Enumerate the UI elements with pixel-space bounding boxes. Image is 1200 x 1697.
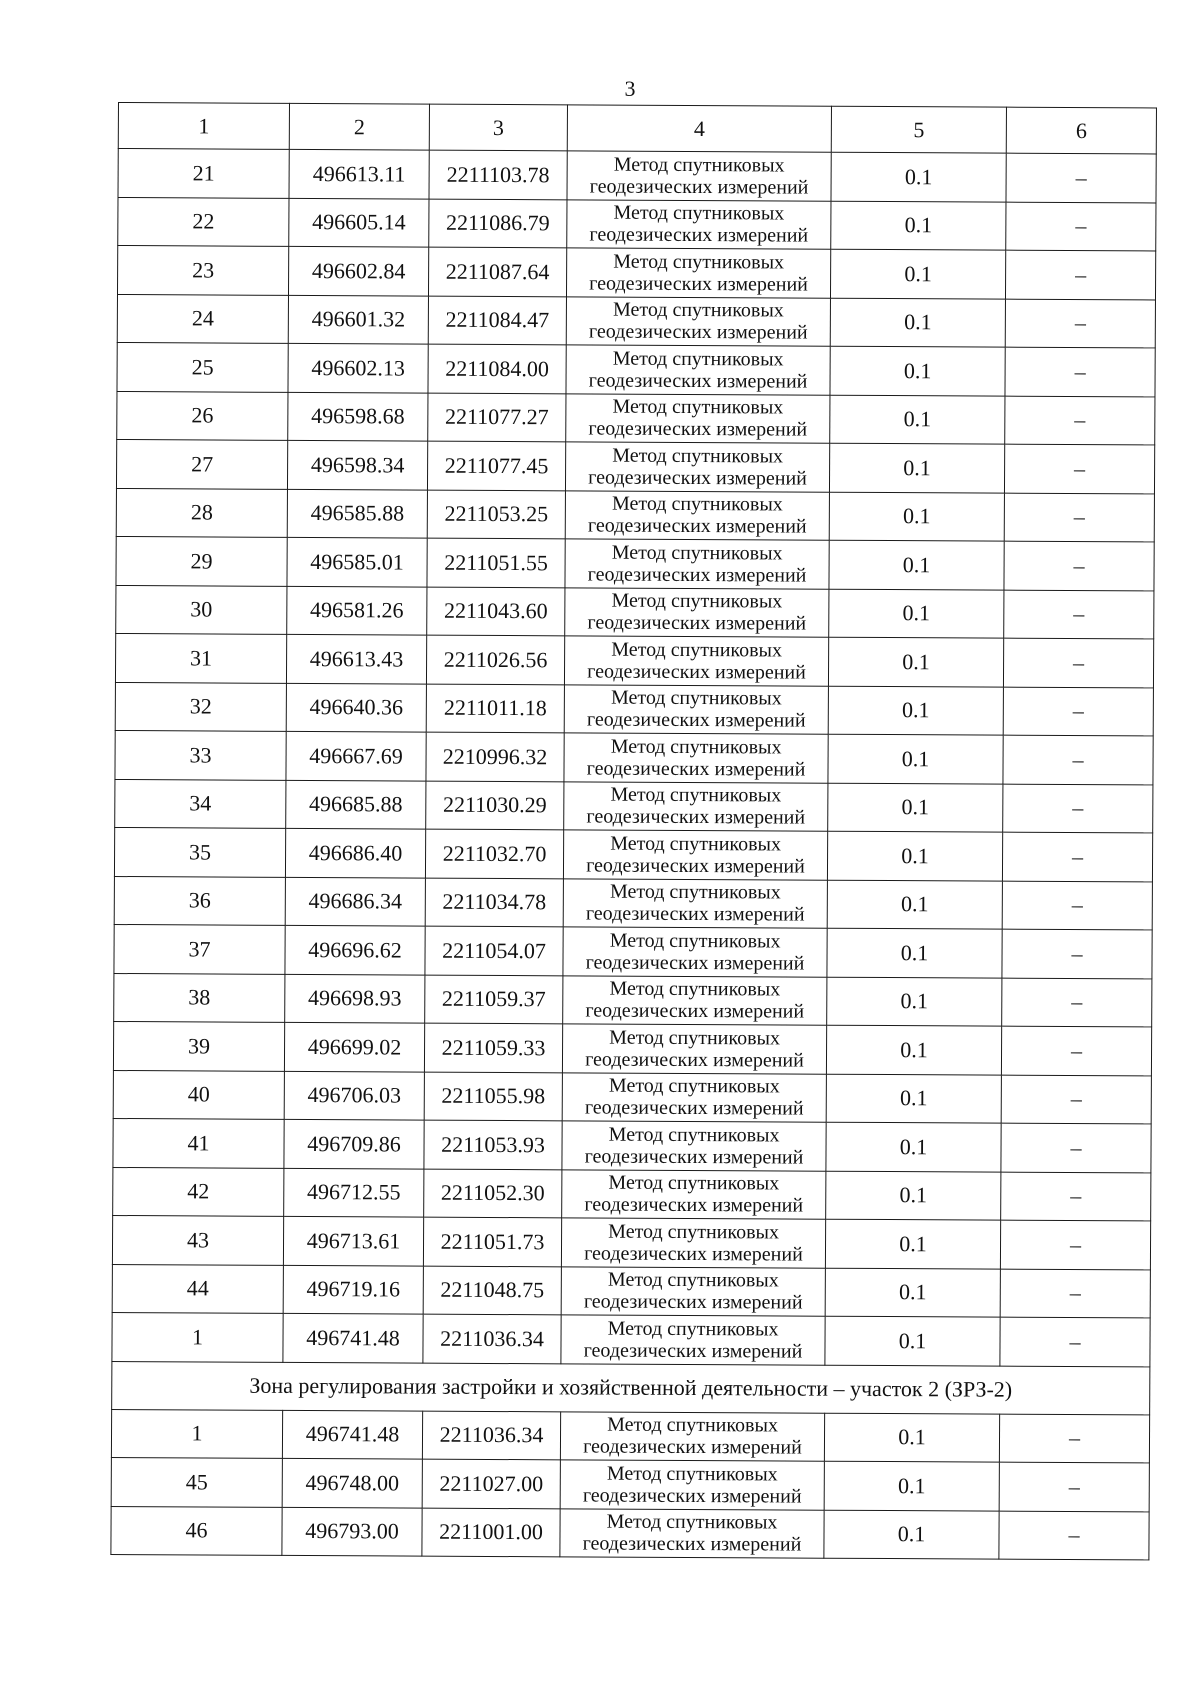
method-line-1: Метод спутниковых: [613, 201, 785, 225]
accuracy-cell: 0.1: [826, 1171, 1001, 1220]
section-title: Зона регулирования застройки и хозяйственной деятельности – участок 2 (ЗРЗ-2): [112, 1361, 1150, 1414]
x-coordinate-cell: 496613.43: [286, 634, 426, 683]
point-number-cell: 23: [117, 246, 288, 295]
table-row: [116, 488, 1154, 542]
x-coordinate-cell: 496709.86: [284, 1119, 424, 1168]
method-line-2: геодезических измерений: [585, 902, 805, 926]
method-line-2: геодезических измерений: [588, 369, 808, 393]
method-cell: [563, 830, 827, 880]
accuracy-cell: 0.1: [824, 1510, 999, 1559]
method-cell: [563, 975, 827, 1025]
point-number-cell: 22: [118, 197, 289, 246]
method-cell: [562, 1024, 826, 1074]
y-coordinate-cell: 2211077.45: [427, 441, 565, 490]
table-row: [112, 1215, 1150, 1269]
method-line-2: геодезических измерений: [588, 417, 808, 441]
y-coordinate-cell: 2210996.32: [426, 732, 564, 781]
note-cell: –: [1001, 1123, 1151, 1172]
x-coordinate-cell: 496741.48: [282, 1410, 422, 1459]
method-line-1: Метод спутниковых: [613, 153, 785, 177]
method-cell: [565, 587, 829, 637]
method-line-1: Метод спутниковых: [612, 444, 784, 468]
method-cell: [563, 927, 827, 977]
point-number-cell: 37: [114, 924, 285, 973]
note-cell: –: [1001, 1026, 1151, 1075]
x-coordinate-cell: 496686.34: [285, 877, 425, 926]
table-row: [111, 1409, 1149, 1463]
table-row: [113, 1021, 1151, 1075]
point-number-cell: 35: [114, 827, 285, 876]
method-line-1: Метод спутниковых: [606, 1462, 778, 1486]
y-coordinate-cell: 2211048.75: [423, 1266, 561, 1315]
note-cell: –: [1002, 978, 1152, 1027]
method-cell: [566, 345, 830, 395]
accuracy-cell: 0.1: [825, 1219, 1000, 1268]
table-row: [115, 730, 1153, 784]
x-coordinate-cell: 496601.32: [288, 295, 428, 344]
point-number-cell: 27: [116, 439, 287, 488]
method-line-1: Метод спутниковых: [607, 1268, 779, 1292]
accuracy-cell: 0.1: [830, 249, 1005, 298]
method-line-1: Метод спутниковых: [609, 880, 781, 904]
method-cell: [564, 684, 828, 734]
x-coordinate-cell: 496598.68: [288, 392, 428, 441]
x-coordinate-cell: 496667.69: [286, 731, 426, 780]
accuracy-cell: 0.1: [828, 783, 1003, 832]
note-cell: –: [1003, 784, 1153, 833]
header-cell-2: 2: [289, 103, 429, 150]
header-cell-3: 3: [429, 104, 567, 151]
x-coordinate-cell: 496598.34: [287, 440, 427, 489]
note-cell: –: [999, 1462, 1149, 1511]
note-cell: –: [1003, 735, 1153, 784]
y-coordinate-cell: 2211054.07: [425, 926, 563, 975]
method-cell: [560, 1411, 824, 1461]
method-cell: [564, 733, 828, 783]
x-coordinate-cell: 496585.88: [287, 489, 427, 538]
note-cell: –: [999, 1511, 1149, 1560]
coordinates-table-body: [111, 103, 1157, 1560]
point-number-cell: 42: [113, 1167, 284, 1216]
accuracy-cell: 0.1: [827, 928, 1002, 977]
table-row: [115, 633, 1153, 687]
note-cell: –: [1002, 881, 1152, 930]
y-coordinate-cell: 2211027.00: [422, 1459, 560, 1508]
table-row: [115, 682, 1153, 736]
y-coordinate-cell: 2211051.73: [423, 1217, 561, 1266]
table-row: [116, 536, 1154, 590]
table-row: [112, 1312, 1150, 1366]
accuracy-cell: 0.1: [828, 734, 1003, 783]
method-line-2: геодезических измерений: [587, 514, 807, 538]
method-cell: [561, 1315, 825, 1365]
y-coordinate-cell: 2211084.00: [428, 344, 566, 393]
y-coordinate-cell: 2211053.93: [424, 1120, 562, 1169]
note-cell: –: [1000, 1317, 1150, 1366]
method-line-1: Метод спутниковых: [609, 977, 781, 1001]
x-coordinate-cell: 496585.01: [287, 537, 427, 586]
method-line-2: геодезических измерений: [585, 951, 805, 975]
accuracy-cell: 0.1: [828, 637, 1003, 686]
header-cell-1: 1: [118, 103, 289, 150]
y-coordinate-cell: 2211055.98: [424, 1072, 562, 1121]
x-coordinate-cell: 496719.16: [283, 1265, 423, 1314]
note-cell: –: [1003, 638, 1153, 687]
accuracy-cell: 0.1: [824, 1413, 999, 1462]
note-cell: –: [1000, 1269, 1150, 1318]
note-cell: –: [1004, 541, 1154, 590]
x-coordinate-cell: 496748.00: [282, 1458, 422, 1507]
table-row: [113, 1118, 1151, 1172]
accuracy-cell: 0.1: [829, 443, 1004, 492]
note-cell: –: [1001, 1172, 1151, 1221]
method-cell: [561, 1218, 825, 1268]
method-line-1: Метод спутниковых: [611, 589, 783, 613]
accuracy-cell: 0.1: [827, 880, 1002, 929]
method-cell: [565, 539, 829, 589]
method-line-2: геодезических измерений: [584, 1145, 804, 1169]
accuracy-cell: 0.1: [829, 540, 1004, 589]
note-cell: –: [1004, 590, 1154, 639]
point-number-cell: 31: [115, 633, 286, 682]
point-number-cell: 41: [113, 1118, 284, 1167]
method-cell: [566, 296, 830, 346]
note-cell: –: [1005, 347, 1155, 396]
method-line-1: Метод спутниковых: [612, 298, 784, 322]
point-number-cell: 29: [116, 536, 287, 585]
method-line-2: геодезических измерений: [583, 1290, 803, 1314]
point-number-cell: 33: [115, 730, 286, 779]
coordinates-table: [110, 102, 1157, 1560]
accuracy-cell: 0.1: [829, 589, 1004, 638]
method-line-2: геодезических измерений: [585, 1048, 804, 1072]
y-coordinate-cell: 2211086.79: [429, 199, 567, 248]
table-row: [114, 876, 1152, 930]
y-coordinate-cell: 2211059.37: [425, 975, 563, 1024]
x-coordinate-cell: 496602.84: [288, 246, 428, 295]
accuracy-cell: 0.1: [825, 1316, 1000, 1365]
table-row: [113, 1167, 1151, 1221]
y-coordinate-cell: 2211030.29: [426, 781, 564, 830]
x-coordinate-cell: 496793.00: [282, 1507, 422, 1556]
method-line-1: Метод спутниковых: [606, 1510, 778, 1534]
method-line-1: Метод спутниковых: [612, 347, 784, 371]
method-line-1: Метод спутниковых: [607, 1317, 779, 1341]
method-line-2: геодезических измерений: [583, 1339, 803, 1363]
header-cell-5: 5: [831, 106, 1006, 153]
table-row: [117, 391, 1155, 445]
table-row: [116, 585, 1154, 639]
method-line-2: геодезических измерений: [587, 563, 807, 587]
accuracy-cell: 0.1: [825, 1268, 1000, 1317]
method-line-1: Метод спутниковых: [608, 1220, 780, 1244]
point-number-cell: 46: [111, 1506, 282, 1555]
method-line-2: геодезических измерений: [583, 1435, 802, 1459]
y-coordinate-cell: 2211043.60: [427, 587, 565, 636]
point-number-cell: 45: [111, 1457, 282, 1506]
table-row: [111, 1457, 1149, 1511]
header-row: [118, 103, 1156, 154]
x-coordinate-cell: 496685.88: [286, 780, 426, 829]
header-cell-6: 6: [1006, 107, 1156, 154]
method-line-2: геодезических измерений: [587, 611, 807, 635]
point-number-cell: 28: [116, 488, 287, 537]
table-row: [113, 1070, 1151, 1124]
method-line-1: Метод спутниковых: [607, 1413, 779, 1437]
y-coordinate-cell: 2211084.47: [428, 296, 566, 345]
point-number-cell: 43: [112, 1215, 283, 1264]
table-row: [114, 924, 1152, 978]
y-coordinate-cell: 2211032.70: [425, 829, 563, 878]
accuracy-cell: 0.1: [829, 492, 1004, 541]
point-number-cell: 39: [113, 1021, 284, 1070]
y-coordinate-cell: 2211011.18: [426, 684, 564, 733]
method-line-1: Метод спутниковых: [610, 735, 782, 759]
y-coordinate-cell: 2211052.30: [424, 1169, 562, 1218]
x-coordinate-cell: 496613.11: [289, 149, 429, 198]
method-line-2: геодезических измерений: [584, 1096, 804, 1120]
x-coordinate-cell: 496640.36: [286, 683, 426, 732]
method-line-1: Метод спутниковых: [608, 1171, 780, 1195]
point-number-cell: 44: [112, 1264, 283, 1313]
point-number-cell: 36: [114, 876, 285, 925]
method-cell: [565, 442, 829, 492]
note-cell: –: [1002, 929, 1152, 978]
x-coordinate-cell: 496712.55: [284, 1168, 424, 1217]
method-line-2: геодезических измерений: [586, 757, 806, 781]
point-number-cell: 32: [115, 682, 286, 731]
accuracy-cell: 0.1: [826, 1074, 1001, 1123]
method-line-1: Метод спутниковых: [611, 638, 783, 662]
x-coordinate-cell: 496698.93: [285, 974, 425, 1023]
method-line-2: геодезических измерений: [586, 854, 805, 878]
table-row: [117, 294, 1155, 348]
note-cell: –: [1006, 202, 1156, 251]
table-row: [117, 342, 1155, 396]
accuracy-cell: 0.1: [824, 1461, 999, 1510]
note-cell: –: [1002, 832, 1152, 881]
y-coordinate-cell: 2211077.27: [428, 393, 566, 442]
method-cell: [566, 248, 830, 298]
note-cell: –: [1005, 396, 1155, 445]
point-number-cell: 40: [113, 1070, 284, 1119]
table-row: [114, 827, 1152, 881]
y-coordinate-cell: 2211036.34: [423, 1314, 561, 1363]
x-coordinate-cell: 496581.26: [287, 586, 427, 635]
note-cell: –: [999, 1414, 1149, 1463]
point-number-cell: 38: [114, 973, 285, 1022]
method-line-1: Метод спутниковых: [608, 1123, 780, 1147]
method-line-1: Метод спутниковых: [610, 783, 782, 807]
table-row: [111, 1506, 1149, 1560]
point-number-cell: 30: [116, 585, 287, 634]
accuracy-cell: 0.1: [831, 201, 1006, 250]
x-coordinate-cell: 496706.03: [284, 1071, 424, 1120]
point-number-cell: 24: [117, 294, 288, 343]
point-number-cell: 1: [111, 1409, 282, 1458]
note-cell: –: [1005, 250, 1155, 299]
method-line-1: Метод спутниковых: [613, 250, 785, 274]
note-cell: –: [1003, 687, 1153, 736]
method-line-2: геодезических измерений: [588, 466, 807, 490]
y-coordinate-cell: 2211103.78: [429, 150, 567, 199]
method-cell: [564, 781, 828, 831]
method-cell: [565, 490, 829, 540]
y-coordinate-cell: 2211001.00: [422, 1508, 560, 1557]
method-line-1: Метод спутниковых: [609, 929, 781, 953]
method-line-2: геодезических измерений: [586, 708, 806, 732]
note-cell: –: [1000, 1220, 1150, 1269]
method-cell: [564, 636, 828, 686]
method-line-2: геодезических измерений: [582, 1532, 802, 1556]
table-row: [114, 973, 1152, 1027]
note-cell: –: [1005, 299, 1155, 348]
point-number-cell: 1: [112, 1312, 283, 1361]
method-cell: [567, 199, 831, 249]
method-cell: [562, 1169, 826, 1219]
accuracy-cell: 0.1: [831, 152, 1006, 201]
method-cell: [560, 1460, 824, 1510]
table-row: [117, 246, 1155, 300]
accuracy-cell: 0.1: [827, 977, 1002, 1026]
method-line-2: геодезических измерений: [584, 1193, 804, 1217]
method-line-1: Метод спутниковых: [610, 832, 782, 856]
table-row: [115, 779, 1153, 833]
table-row: [118, 149, 1156, 203]
accuracy-cell: 0.1: [830, 298, 1005, 347]
note-cell: –: [1004, 444, 1154, 493]
method-line-1: Метод спутниковых: [610, 686, 782, 710]
y-coordinate-cell: 2211051.55: [427, 538, 565, 587]
x-coordinate-cell: 496696.62: [285, 925, 425, 974]
x-coordinate-cell: 496605.14: [289, 198, 429, 247]
section-header-row: [112, 1361, 1150, 1414]
accuracy-cell: 0.1: [826, 1122, 1001, 1171]
note-cell: –: [1006, 153, 1156, 202]
note-cell: –: [1004, 493, 1154, 542]
method-cell: [563, 878, 827, 928]
page-number: 3: [624, 76, 636, 101]
point-number-cell: 25: [117, 342, 288, 391]
note-cell: –: [1001, 1075, 1151, 1124]
method-cell: [566, 393, 830, 443]
method-line-1: Метод спутниковых: [611, 492, 783, 516]
accuracy-cell: 0.1: [827, 831, 1002, 880]
method-line-2: геодезических измерений: [585, 999, 805, 1023]
method-line-2: геодезических измерений: [587, 660, 806, 684]
x-coordinate-cell: 496699.02: [284, 1022, 424, 1071]
point-number-cell: 26: [117, 391, 288, 440]
x-coordinate-cell: 496686.40: [285, 828, 425, 877]
y-coordinate-cell: 2211034.78: [425, 878, 563, 927]
table-row: [118, 197, 1156, 251]
x-coordinate-cell: 496602.13: [288, 343, 428, 392]
point-number-cell: 21: [118, 149, 289, 198]
method-line-1: Метод спутниковых: [611, 541, 783, 565]
accuracy-cell: 0.1: [830, 346, 1005, 395]
method-line-2: геодезических измерений: [589, 272, 808, 296]
y-coordinate-cell: 2211053.25: [427, 490, 565, 539]
method-line-2: геодезических измерений: [589, 223, 809, 247]
method-cell: [560, 1508, 824, 1558]
table-row: [112, 1264, 1150, 1318]
method-line-2: геодезических измерений: [584, 1242, 803, 1266]
method-line-1: Метод спутниковых: [608, 1074, 780, 1098]
y-coordinate-cell: 2211087.64: [428, 247, 566, 296]
method-line-1: Метод спутниковых: [609, 1026, 781, 1050]
method-line-2: геодезических измерений: [586, 805, 806, 829]
method-cell: [562, 1072, 826, 1122]
x-coordinate-cell: 496713.61: [283, 1216, 423, 1265]
header-cell-4: 4: [567, 105, 831, 152]
table-row: [116, 439, 1154, 493]
method-line-2: геодезических измерений: [582, 1484, 802, 1508]
x-coordinate-cell: 496741.48: [283, 1313, 423, 1362]
accuracy-cell: 0.1: [828, 686, 1003, 735]
accuracy-cell: 0.1: [826, 1025, 1001, 1074]
method-line-2: геодезических измерений: [588, 320, 808, 344]
accuracy-cell: 0.1: [830, 395, 1005, 444]
method-cell: [562, 1121, 826, 1171]
y-coordinate-cell: 2211026.56: [426, 635, 564, 684]
method-line-2: геодезических измерений: [589, 175, 809, 199]
point-number-cell: 34: [115, 779, 286, 828]
method-line-1: Метод спутниковых: [612, 395, 784, 419]
method-cell: [567, 151, 831, 201]
method-cell: [561, 1266, 825, 1316]
y-coordinate-cell: 2211036.34: [422, 1411, 560, 1460]
y-coordinate-cell: 2211059.33: [424, 1023, 562, 1072]
